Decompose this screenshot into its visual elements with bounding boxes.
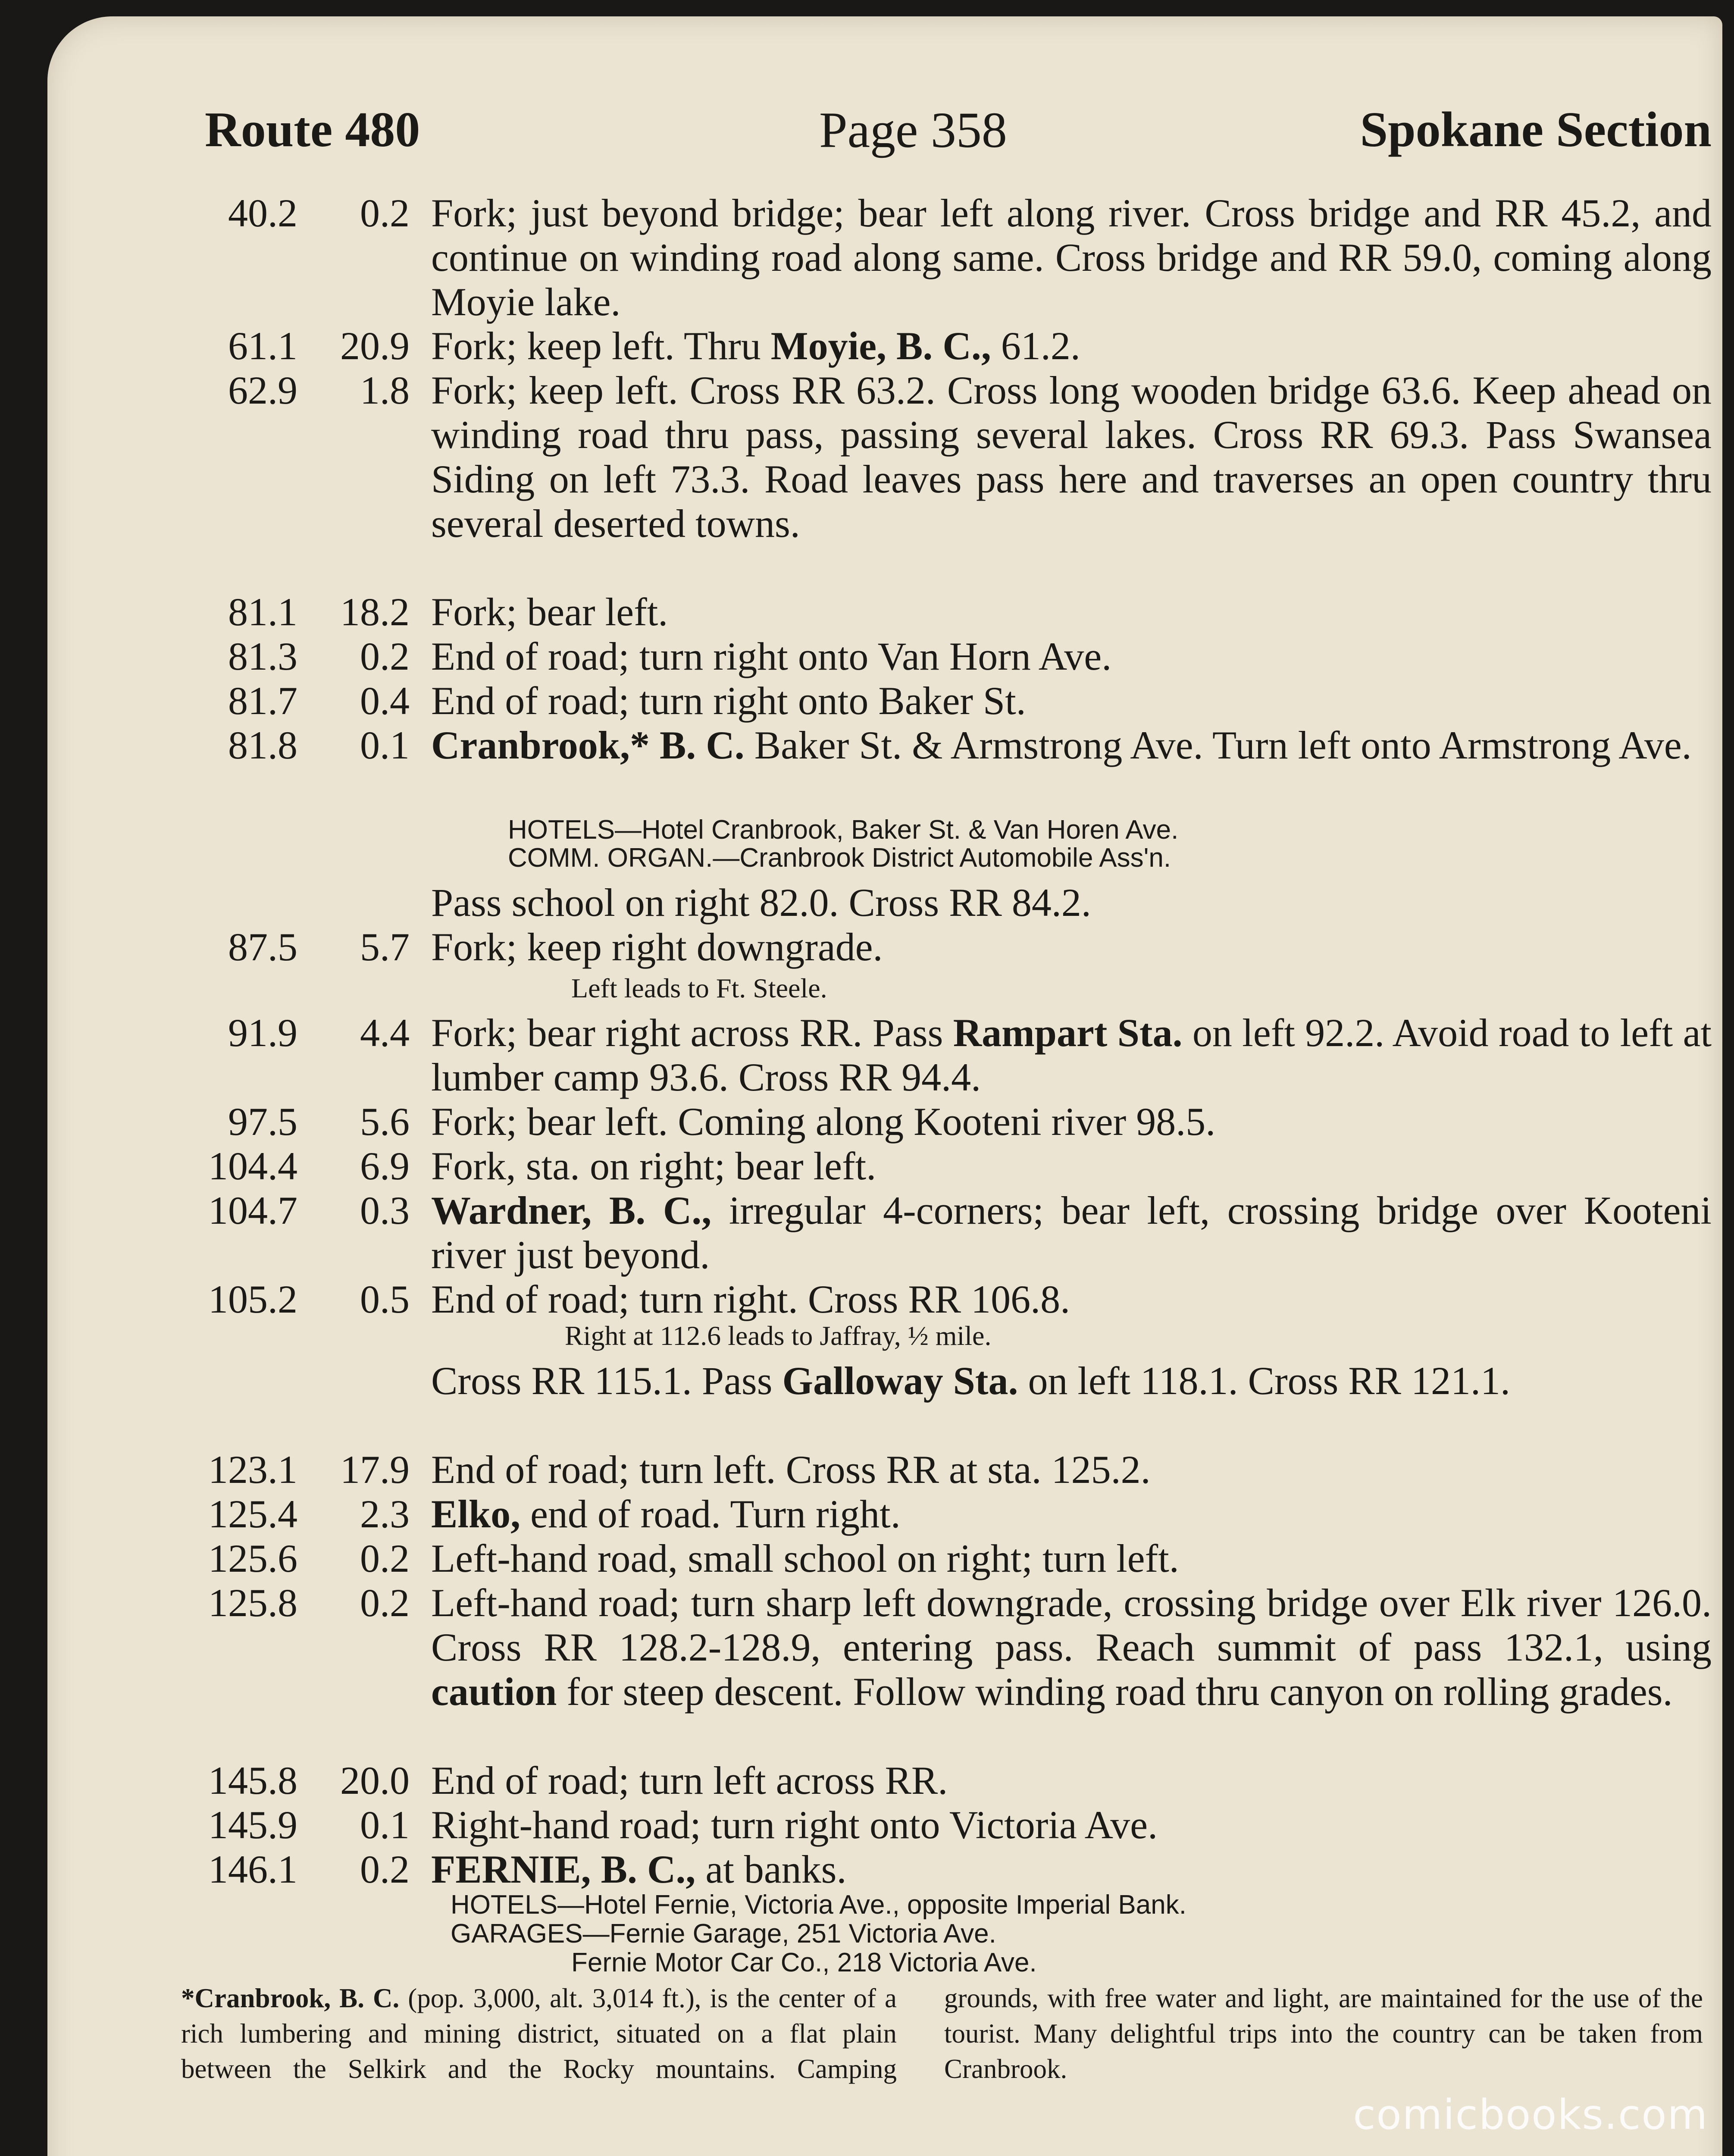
- cumulative-mileage: 145.9: [208, 1803, 297, 1847]
- entry-text: End of road; turn right onto Baker St.: [431, 679, 1026, 723]
- interval-mileage: 0.4: [360, 679, 410, 723]
- interval-mileage: 5.7: [360, 925, 410, 969]
- interval-mileage: 0.2: [360, 191, 410, 235]
- cumulative-mileage: 97.5: [228, 1100, 297, 1144]
- cumulative-mileage: 61.1: [228, 324, 297, 368]
- interval-mileage: 0.2: [360, 1581, 410, 1625]
- cumulative-mileage: 87.5: [228, 925, 297, 969]
- cranbrook-organization-note: COMM. ORGAN.—Cranbrook District Automobile Ass'n.: [508, 843, 1171, 873]
- cumulative-mileage: 81.8: [228, 723, 297, 767]
- fernie-garages-note: GARAGES—Fernie Garage, 251 Victoria Ave.: [451, 1919, 996, 1949]
- entry-text: End of road; turn left across RR.: [431, 1758, 948, 1802]
- entry-text: Cranbrook,* B. C. Baker St. & Armstrong Ave. Turn left onto Armstrong Ave.: [431, 723, 1692, 767]
- entry-text: Fork; bear right across RR. Pass Rampart Sta. on left 92.2. Avoid road to left at lumber camp 93.6. Cross RR 94.4.: [431, 1011, 1712, 1099]
- entry-text: Fork; keep left. Thru Moyie, B. C., 61.2.: [431, 324, 1080, 368]
- cranbrook-hotels-note: HOTELS—Hotel Cranbrook, Baker St. & Van Horen Ave.: [508, 815, 1179, 845]
- caution-word: caution: [431, 1670, 557, 1714]
- station-name: Galloway Sta.: [782, 1359, 1018, 1403]
- route-title: Route 480: [205, 102, 420, 157]
- watermark-text: comicbooks.com: [1353, 2091, 1708, 2139]
- town-name: Wardner, B. C.,: [431, 1188, 712, 1232]
- interval-mileage: 20.9: [340, 324, 410, 368]
- entry-text: Fork; bear left.: [431, 590, 668, 634]
- entry-text: Fork; bear left. Coming along Kooteni river 98.5.: [431, 1100, 1216, 1144]
- station-name: Rampart Sta.: [953, 1011, 1183, 1055]
- entry-text: Left-hand road; turn sharp left downgrade, crossing bridge over Elk river 126.0. Cross RR 128.2-128.9, entering pass. Reach summit of pass 132.1, using caution for steep descent. Follow winding road thru canyon on rolling grades.: [431, 1581, 1712, 1714]
- cumulative-mileage: 104.4: [208, 1144, 297, 1188]
- interval-mileage: 0.2: [360, 1536, 410, 1580]
- cumulative-mileage: 145.8: [208, 1758, 297, 1802]
- interval-mileage: 0.1: [360, 723, 410, 767]
- page-number: Page 358: [819, 102, 1007, 158]
- footnote-right: grounds, with free water and light, are maintained for the use of the tourist. Many delightful trips into the country can be taken from Cranbrook.: [944, 1983, 1703, 2084]
- entry-text: Fork; keep left. Cross RR 63.2. Cross long wooden bridge 63.6. Keep ahead on winding road thru pass, passing several lakes. Cross RR 69.3. Pass Swansea Siding on left 73.3. Road leaves pass here and traverses an open country thru several deserted towns.: [431, 368, 1712, 545]
- entry-text: Right-hand road; turn right onto Victoria Ave.: [431, 1803, 1158, 1847]
- cumulative-mileage: 62.9: [228, 368, 297, 412]
- interval-mileage: 0.3: [360, 1188, 410, 1232]
- interval-mileage: 1.8: [360, 368, 410, 412]
- interval-mileage: 0.5: [360, 1277, 410, 1321]
- cumulative-mileage: 123.1: [208, 1448, 297, 1492]
- town-name: Moyie, B. C.,: [770, 324, 991, 368]
- fernie-hotels-note: HOTELS—Hotel Fernie, Victoria Ave., opposite Imperial Bank.: [451, 1890, 1186, 1920]
- cumulative-mileage: 125.6: [208, 1536, 297, 1580]
- cumulative-mileage: 91.9: [228, 1011, 297, 1055]
- cumulative-mileage: 105.2: [208, 1277, 297, 1321]
- section-title: Spokane Section: [1360, 102, 1712, 157]
- cumulative-mileage: 104.7: [208, 1188, 297, 1232]
- side-road-note: Left leads to Ft. Steele.: [571, 973, 827, 1003]
- cumulative-mileage: 81.7: [228, 679, 297, 723]
- entry-text: Fork; just beyond bridge; bear left along river. Cross bridge and RR 45.2, and continue on winding road along same. Cross bridge and RR 59.0, coming along Moyie lake.: [431, 191, 1712, 324]
- entry-text: End of road; turn right. Cross RR 106.8.: [431, 1277, 1070, 1321]
- entry-text: Wardner, B. C., irregular 4-corners; bear left, crossing bridge over Kooteni river just beyond.: [431, 1188, 1712, 1277]
- interval-mileage: 5.6: [360, 1100, 410, 1144]
- fernie-motor-note: Fernie Motor Car Co., 218 Victoria Ave.: [571, 1948, 1037, 1977]
- entry-continuation: Cross RR 115.1. Pass Galloway Sta. on left 118.1. Cross RR 121.1.: [431, 1359, 1510, 1403]
- town-name: Cranbrook,* B. C.: [431, 723, 745, 767]
- footnote-town: *Cranbrook, B. C.: [181, 1983, 400, 2013]
- interval-mileage: 0.1: [360, 1803, 410, 1847]
- interval-mileage: 4.4: [360, 1011, 410, 1055]
- entry-text: End of road; turn left. Cross RR at sta. 125.2.: [431, 1448, 1151, 1492]
- entry-text: End of road; turn right onto Van Horn Ave.: [431, 634, 1112, 678]
- interval-mileage: 20.0: [340, 1758, 410, 1802]
- footnote-left: *Cranbrook, B. C. (pop. 3,000, alt. 3,014 ft.), is the center of a rich lumbering and mining district, situated on a flat plain between the Selkirk and the Rocky mountains. Camping: [181, 1983, 897, 2084]
- entry-text: FERNIE, B. C., at banks.: [431, 1847, 847, 1891]
- cumulative-mileage: 125.8: [208, 1581, 297, 1625]
- cumulative-mileage: 81.1: [228, 590, 297, 634]
- cumulative-mileage: 40.2: [228, 191, 297, 235]
- entry-text: Fork, sta. on right; bear left.: [431, 1144, 876, 1188]
- interval-mileage: 17.9: [340, 1448, 410, 1492]
- entry-text: Elko, end of road. Turn right.: [431, 1492, 901, 1536]
- entry-continuation: Pass school on right 82.0. Cross RR 84.2.: [431, 881, 1091, 924]
- interval-mileage: 0.2: [360, 634, 410, 678]
- interval-mileage: 2.3: [360, 1492, 410, 1536]
- guidebook-page: [47, 16, 1722, 2156]
- entry-text: Left-hand road, small school on right; turn left.: [431, 1536, 1179, 1580]
- cumulative-mileage: 81.3: [228, 634, 297, 678]
- town-name: Elko,: [431, 1492, 521, 1536]
- cumulative-mileage: 146.1: [208, 1847, 297, 1891]
- cumulative-mileage: 125.4: [208, 1492, 297, 1536]
- interval-mileage: 6.9: [360, 1144, 410, 1188]
- interval-mileage: 18.2: [340, 590, 410, 634]
- side-road-note: Right at 112.6 leads to Jaffray, ½ mile.: [565, 1320, 992, 1351]
- town-name: FERNIE, B. C.,: [431, 1847, 696, 1891]
- interval-mileage: 0.2: [360, 1847, 410, 1891]
- entry-text: Fork; keep right downgrade.: [431, 925, 883, 969]
